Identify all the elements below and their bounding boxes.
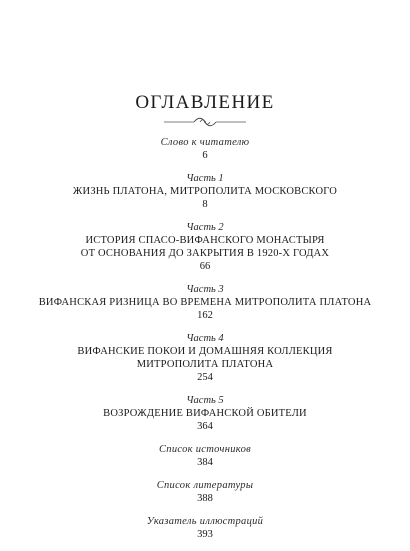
entry-heading: ЖИЗНЬ ПЛАТОНА, МИТРОПОЛИТА МОСКОВСКОГО (72, 186, 338, 197)
page-title: ОГЛАВЛЕНИЕ (135, 92, 275, 113)
entry-page-number: 364 (197, 421, 213, 432)
entry-page-number: 6 (202, 150, 208, 161)
entry-heading: ВОЗРОЖДЕНИЕ ВИФАНСКОЙ ОБИТЕЛИ (103, 408, 307, 419)
toc-entry-part-2[interactable] (0, 221, 410, 273)
table-of-contents (0, 136, 410, 551)
entry-part-label: Часть 2 (186, 222, 224, 233)
entry-script-title: Список литературы (156, 480, 254, 491)
entry-page-number: 8 (202, 199, 208, 210)
toc-entry-literature[interactable] (0, 479, 410, 505)
entry-heading: ВИФАНСКАЯ РИЗНИЦА ВО ВРЕМЕНА МИТРОПОЛИТА ПЛАТОНА (38, 297, 372, 308)
toc-entry-illustrations[interactable] (0, 515, 410, 541)
entry-page-number: 388 (197, 493, 213, 504)
entry-part-label: Часть 5 (186, 395, 224, 406)
entry-script-title: Слово к читателю (160, 137, 250, 148)
toc-entry-sources[interactable] (0, 443, 410, 469)
toc-entry-part-1[interactable] (0, 172, 410, 211)
toc-entry-foreword[interactable] (0, 136, 410, 162)
entry-page-number: 384 (197, 457, 213, 468)
entry-page-number: 393 (197, 529, 213, 540)
entry-part-label: Часть 4 (186, 333, 224, 344)
entry-heading: ВИФАНСКИЕ ПОКОИ И ДОМАШНЯЯ КОЛЛЕКЦИЯ МИТРОПОЛИТА ПЛАТОНА (77, 346, 333, 370)
entry-part-label: Часть 1 (186, 173, 224, 184)
toc-entry-part-3[interactable] (0, 283, 410, 322)
entry-script-title: Указатель иллюстраций (146, 516, 264, 527)
entry-part-label: Часть 3 (186, 284, 224, 295)
entry-page-number: 66 (199, 261, 211, 272)
toc-entry-part-4[interactable] (0, 332, 410, 384)
flourish-ornament-icon (0, 116, 410, 128)
entry-heading: ИСТОРИЯ СПАСО-ВИФАНСКОГО МОНАСТЫРЯ ОТ ОСНОВАНИЯ ДО ЗАКРЫТИЯ В 1920-Х ГОДАХ (80, 235, 330, 259)
toc-entry-part-5[interactable] (0, 394, 410, 433)
flourish-svg (160, 116, 250, 128)
entry-page-number: 254 (197, 372, 213, 383)
entry-page-number: 162 (197, 310, 213, 321)
entry-script-title: Список источников (158, 444, 252, 455)
